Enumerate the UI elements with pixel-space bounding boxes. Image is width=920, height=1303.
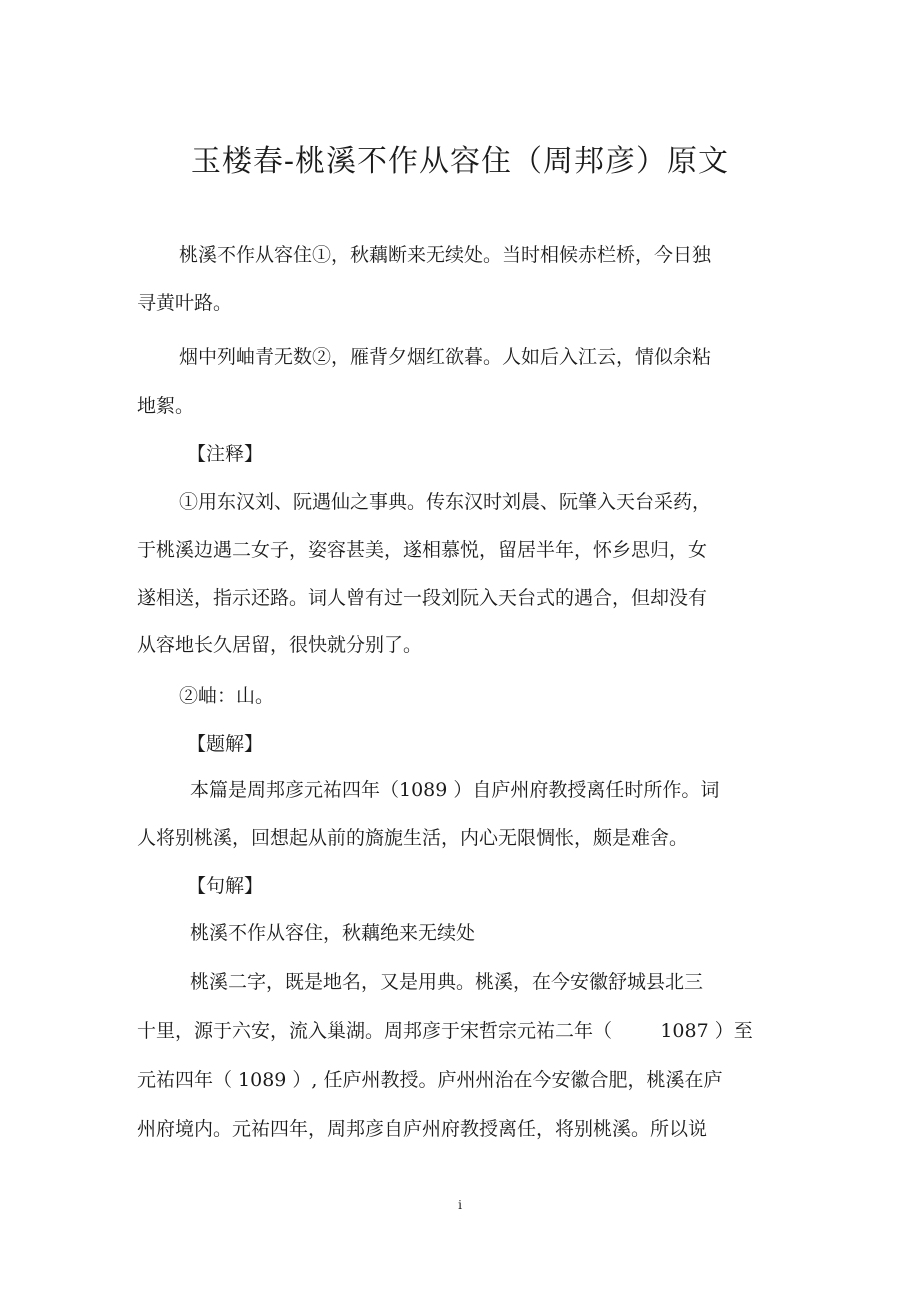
- text-line: 从容地长久居留，很快就分别了。: [137, 634, 423, 656]
- text-line: 烟中列岫青无数②，雁背夕烟红欲暮。人如后入江云，情似余粘: [179, 346, 712, 368]
- text-line: 寻黄叶路。: [137, 292, 233, 314]
- section-heading-explanation: 【题解】: [187, 733, 264, 755]
- text-line: ②岫：山。: [179, 685, 275, 707]
- section-heading-sentence-explanation: 【句解】: [187, 875, 264, 897]
- document-title: 玉楼春-桃溪不作从容住（周邦彦）原文: [190, 144, 730, 179]
- text-line: 本篇是周邦彦元祐四年（1089 ）自庐州府教授离任时所作。词: [190, 779, 720, 801]
- text-line: 桃溪二字，既是地名，又是用典。桃溪，在今安徽舒城县北三: [190, 971, 704, 993]
- text-line: 州府境内。元祐四年，周邦彦自庐州府教授离任，将别桃溪。所以说: [137, 1118, 708, 1140]
- text-line: ①用东汉刘、阮遇仙之事典。传东汉时刘晨、阮肇入天台采药，: [179, 491, 712, 513]
- text-line: 桃溪不作从容住，秋藕绝来无续处: [190, 922, 476, 944]
- text-line: 十里，源于六安，流入巢湖。周邦彦于宋哲宗元祐二年（ 1087 ）至: [137, 1020, 753, 1042]
- text-line: 遂相送，指示还路。词人曾有过一段刘阮入天台式的遇合，但却没有: [137, 587, 708, 609]
- page-number: i: [458, 1198, 462, 1212]
- text-line: 桃溪不作从容住①，秋藕断来无续处。当时相候赤栏桥，今日独: [179, 244, 712, 266]
- section-heading-annotations: 【注释】: [187, 443, 264, 465]
- text-line: 人将别桃溪，回想起从前的旖旎生活，内心无限惆怅，颇是难舍。: [137, 827, 689, 849]
- text-line: 于桃溪边遇二女子，姿容甚美，遂相慕悦，留居半年，怀乡思归，女: [137, 539, 708, 561]
- text-line: 元祐四年（ 1089 ）, 任庐州教授。庐州州治在今安徽合肥，桃溪在庐: [137, 1069, 723, 1091]
- text-line: 地絮。: [137, 395, 195, 417]
